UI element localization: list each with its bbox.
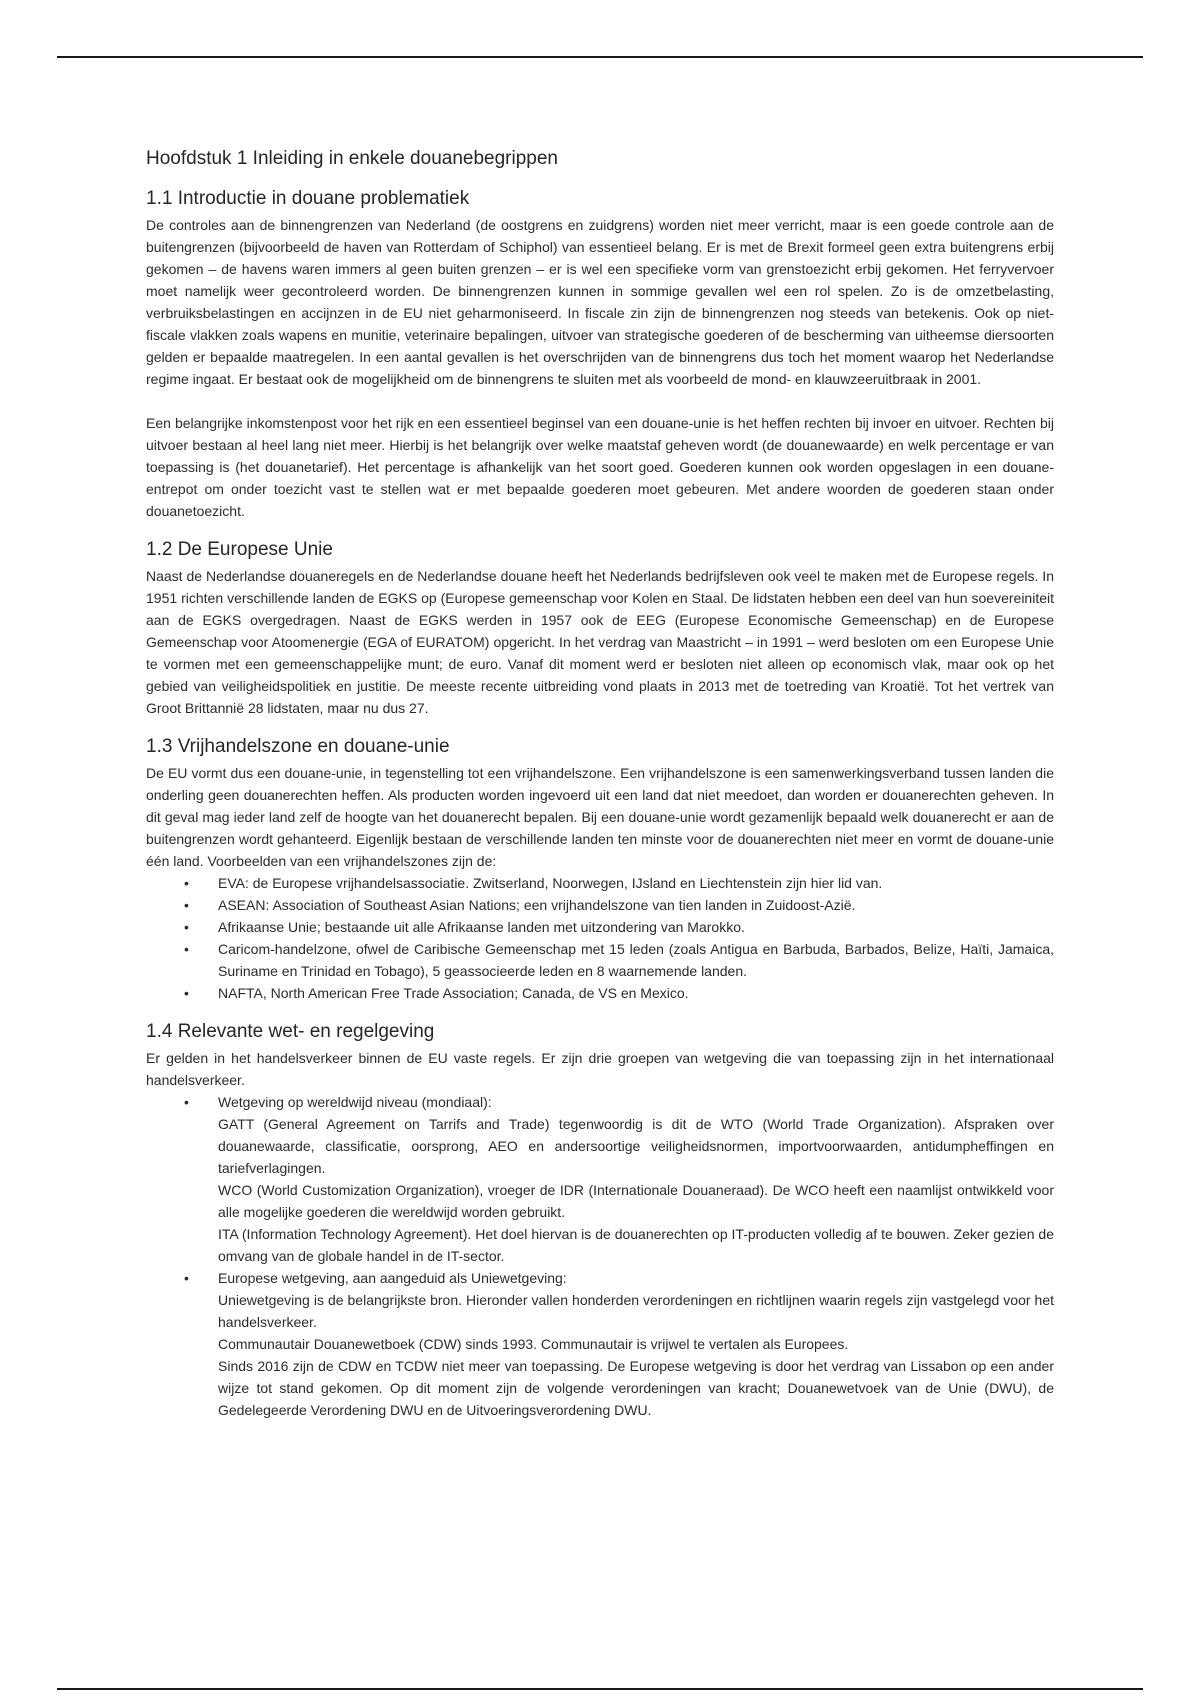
list-item — [218, 1267, 1054, 1421]
header-rule — [57, 56, 1143, 58]
list-item-line: ITA (Information Technology Agreement). Het doel hiervan is de douanerechten op IT-producten volledig af te bouwen. Zeker gezien de omvang van de globale handel in de IT-sector. — [218, 1226, 1054, 1264]
section-heading: 1.4 Relevante wet- en regelgeving — [146, 1021, 435, 1042]
paragraph: Er gelden in het handelsverkeer binnen de EU vaste regels. Er zijn drie groepen van wetgeving die van toepassing zijn in het internationaal handelsverkeer. — [146, 1050, 1054, 1088]
bullet-list — [146, 872, 1054, 1004]
list-item-line: Sinds 2016 zijn de CDW en TCDW niet meer van toepassing. De Europese wetgeving is door het verdrag van Lissabon op een ander wijze tot stand gekomen. Op dit moment zijn de volgende verordeningen van kracht; Douanewetvoek van de Unie (DWU), de Gedelegeerde Verordening DWU en de Uitvoeringsverordening DWU. — [218, 1358, 1054, 1418]
section-1-2 — [146, 539, 1054, 719]
list-item-line: GATT (General Agreement on Tarrifs and Trade) tegenwoordig is dit de WTO (World Trade Organization). Afspraken over douanewaarde, classificatie, oorsprong, AEO en andersoortige veiligheidsnormen, importvoorwaarden, antidumpheffingen en tariefverlagingen. — [218, 1116, 1054, 1176]
section-heading: 1.1 Introductie in douane problematiek — [146, 188, 470, 209]
section-1-4 — [146, 1021, 1054, 1421]
section-1-3 — [146, 736, 1054, 1004]
section-heading: 1.2 De Europese Unie — [146, 539, 333, 560]
list-item: • Afrikaanse Unie; bestaande uit alle Afrikaanse landen met uitzondering van Marokko. — [218, 916, 1054, 938]
footer-rule — [57, 1688, 1143, 1690]
paragraph: Naast de Nederlandse douaneregels en de Nederlandse douane heeft het Nederlands bedrijfsleven ook veel te maken met de Europese regels. In 1951 richten verschillende landen de EGKS op (Europese gemeenschap voor Kolen en Staal. De lidstaten hebben een deel van hun soevereiniteit aan de EGKS overgedragen. Naast de EGKS werden in 1957 ook de EEG (Europese Economische Gemeenschap) en de Europese Gemeenschap voor Atoomenergie (EGA of EURATOM) opgericht. In het verdrag van Maastricht – in 1991 – werd besloten om een Europese Unie te vormen met een gemeenschappelijke munt; de euro. Vanaf dit moment werd er besloten niet alleen op economisch vlak, maar ook op het gebied van veiligheidspolitiek en justitie. De meeste recente uitbreiding vond plaats in 2013 met de toetreding van Kroatië. Tot het vertrek van Groot Brittannië 28 lidstaten, maar nu dus 27. — [146, 568, 1054, 716]
list-item: • Caricom-handelzone, ofwel de Caribische Gemeenschap met 15 leden (zoals Antigua en Barbuda, Barbados, Belize, Haïti, Jamaica, Suriname en Trinidad en Tobago), 5 geassocieerde leden en 8 waarnemende landen. — [218, 938, 1054, 982]
list-item: • ASEAN: Association of Southeast Asian Nations; een vrijhandelszone van tien landen in Zuidoost-Azië. — [218, 894, 1054, 916]
list-item-line: WCO (World Customization Organization), vroeger de IDR (Internationale Douaneraad). De WCO heeft een naamlijst ontwikkeld voor alle mogelijke goederen die wereldwijd worden gebruikt. — [218, 1182, 1054, 1220]
chapter-title: Hoofdstuk 1 Inleiding in enkele douanebegrippen — [146, 148, 558, 169]
document-body — [146, 148, 1054, 1438]
bullet-list — [146, 1091, 1054, 1421]
list-item: • EVA: de Europese vrijhandelsassociatie. Zwitserland, Noorwegen, IJsland en Liechtenstein zijn hier lid van. — [218, 872, 1054, 894]
list-item-title: • Europese wetgeving, aan aangeduid als Uniewetgeving: — [218, 1270, 567, 1286]
paragraph: De controles aan de binnengrenzen van Nederland (de oostgrens en zuidgrens) worden niet meer verricht, maar is een goede controle aan de buitengrenzen (bijvoorbeeld de haven van Rotterdam of Schiphol) van essentieel belang. Er is met de Brexit formeel geen extra buitengrens erbij gekomen – de havens waren immers al geen buiten grenzen – er is wel een specifieke vorm van grenstoezicht erbij gekomen. Het ferryvervoer moet namelijk weer gecontroleerd worden. De binnengrenzen kunnen in sommige gevallen wel een rol spelen. Zo is de omzetbelasting, verbruiksbelastingen en accijnzen in de EU niet geharmoniseerd. In fiscale zin zijn de binnengrenzen nog steeds van betekenis. Ook op niet-fiscale vlakken zoals wapens en munitie, veterinaire bepalingen, uitvoer van strategische goederen of de bescherming van uitheemse diersoorten gelden er bepaalde maatregelen. In een aantal gevallen is het overschrijden van de binnengrens dus toch het moment waarop het Nederlandse regime ingaat. Er bestaat ook de mogelijkheid om de binnengrens te sluiten met als voorbeeld de mond- en klauwzeeruitbraak in 2001. — [146, 217, 1054, 387]
list-item: • NAFTA, North American Free Trade Association; Canada, de VS en Mexico. — [218, 982, 1054, 1004]
list-item — [218, 1091, 1054, 1267]
section-1-1 — [146, 188, 1054, 522]
paragraph: Een belangrijke inkomstenpost voor het rijk en een essentieel beginsel van een douane-unie is het heffen rechten bij invoer en uitvoer. Rechten bij uitvoer bestaan al heel lang niet meer. Hierbij is het belangrijk over welke maatstaf geheven wordt (de douanewaarde) en welk percentage er van toepassing is (het douanetarief). Het percentage is afhankelijk van het soort goed. Goederen kunnen ook worden opgeslagen in een douane-entrepot om onder toezicht vast te stellen wat er met bepaalde goederen moet gebeuren. Met andere woorden de goederen staan onder douanetoezicht. — [146, 415, 1054, 519]
list-item-line: Communautair Douanewetboek (CDW) sinds 1993. Communautair is vrijwel te vertalen als Europees. — [218, 1336, 849, 1352]
paragraph: De EU vormt dus een douane-unie, in tegenstelling tot een vrijhandelszone. Een vrijhandelszone is een samenwerkingsverband tussen landen die onderling geen douanerechten heffen. Als producten worden ingevoerd uit een land dat niet meedoet, dan worden er douanerechten geheven. In dit geval mag ieder land zelf de hoogte van het douanerecht bepalen. Bij een douane-unie wordt gezamenlijk bepaald welk douanerecht er aan de buitengrenzen wordt gehanteerd. Eigenlijk bestaan de verschillende landen ten minste voor de douanerechten niet meer en vormt de douane-unie één land. Voorbeelden van een vrijhandelszones zijn de: — [146, 765, 1054, 869]
list-item-line: Uniewetgeving is de belangrijkste bron. Hieronder vallen honderden verordeningen en richtlijnen waarin regels zijn vastgelegd voor het handelsverkeer. — [218, 1292, 1054, 1330]
section-heading: 1.3 Vrijhandelszone en douane-unie — [146, 736, 450, 757]
list-item-title: • Wetgeving op wereldwijd niveau (mondiaal): — [218, 1094, 492, 1110]
